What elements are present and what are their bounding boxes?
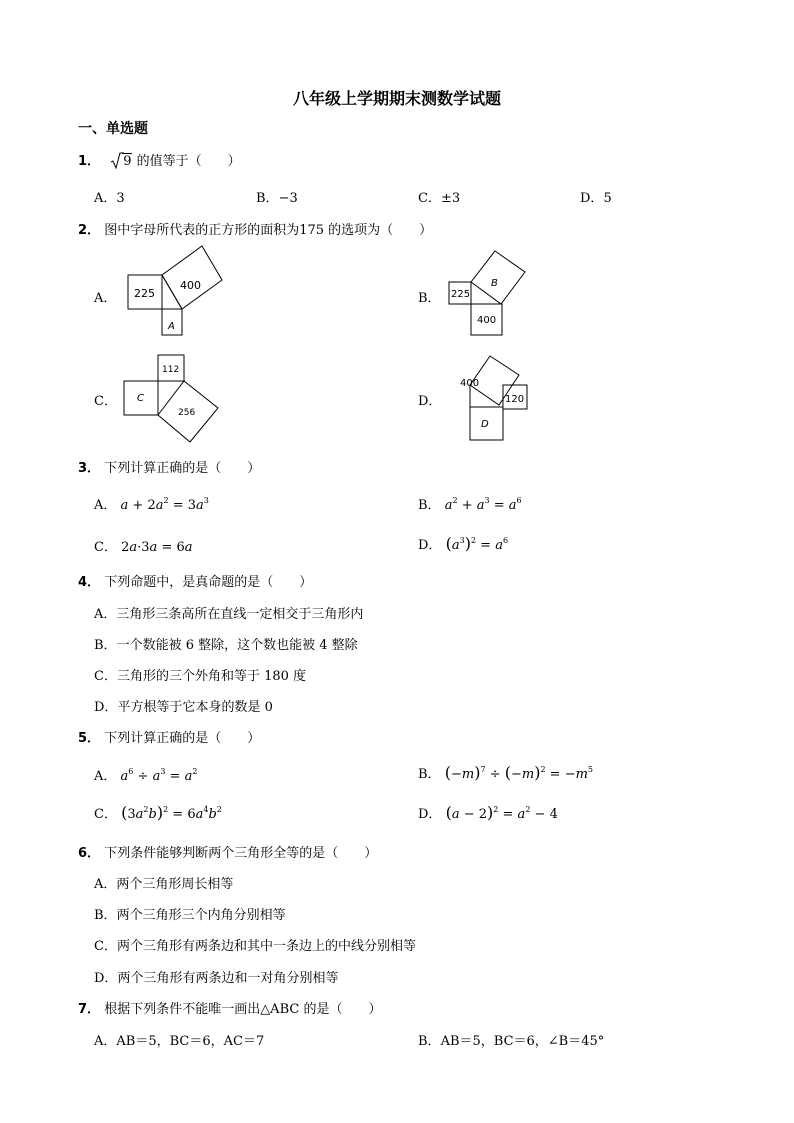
question-text: 下列命题中，是真命题的是（ ） xyxy=(104,575,313,590)
option-a[interactable] xyxy=(94,494,209,513)
option-label: D． xyxy=(94,700,118,715)
radicand: 9 xyxy=(123,154,132,169)
pythagoras-figure-b xyxy=(445,247,535,339)
option-value: 5 xyxy=(603,191,612,206)
option-label: D． xyxy=(94,971,118,986)
option-d[interactable] xyxy=(94,696,273,715)
option-label: D． xyxy=(418,394,442,409)
option-label: A． xyxy=(94,877,117,892)
formula: $(-m)^7 \div (-m)^2 = -m^5$ xyxy=(444,763,594,782)
option-value: 3 xyxy=(116,191,125,206)
label-b: B xyxy=(491,278,498,289)
option-label: A． xyxy=(94,291,117,306)
question-number: 7． xyxy=(78,1002,101,1017)
question-4 xyxy=(78,571,312,590)
option-text: 两个三角形周长相等 xyxy=(116,877,234,892)
question-number: 5． xyxy=(78,731,101,746)
question-text: 图中字母所代表的正方形的面积为175 的选项为（ ） xyxy=(104,223,433,238)
label-225: 225 xyxy=(451,289,471,300)
question-2 xyxy=(78,219,432,238)
option-text: 三角形三条高所在直线一定相交于三角形内 xyxy=(116,607,364,622)
label-400: 400 xyxy=(477,315,497,326)
option-text: AB＝5，BC＝6，AC＝7 xyxy=(116,1034,265,1049)
page-title: 八年级上学期期末测数学试题 xyxy=(292,89,501,108)
question-3 xyxy=(78,457,260,476)
option-b[interactable] xyxy=(94,634,358,653)
pythagoras-figure-c xyxy=(120,350,225,446)
option-label: B． xyxy=(94,638,117,653)
question-number: 3． xyxy=(78,461,101,476)
formula: $(a^3)^2 = a^6$ xyxy=(445,534,509,553)
option-c[interactable] xyxy=(94,665,306,684)
option-label: B． xyxy=(418,291,441,306)
option-c[interactable] xyxy=(94,536,193,555)
label-112: 112 xyxy=(162,365,180,375)
pythagoras-figure-d xyxy=(445,352,535,444)
option-c[interactable] xyxy=(94,935,416,954)
option-text: 一个数能被 6 整除，这个数也能被 4 整除 xyxy=(116,638,358,653)
option-label: A． xyxy=(94,191,117,206)
option-b[interactable] xyxy=(418,763,593,782)
option-d[interactable] xyxy=(580,187,612,206)
formula: $a + 2a^2 = 3a^3$ xyxy=(120,496,209,513)
option-text: 平方根等于它本身的数是 0 xyxy=(117,700,273,715)
option-a[interactable] xyxy=(94,1030,264,1049)
option-c[interactable] xyxy=(94,390,117,409)
option-label: B． xyxy=(418,498,441,513)
option-a[interactable] xyxy=(94,287,116,306)
option-label: C． xyxy=(94,540,117,555)
label-256: 256 xyxy=(178,408,196,418)
label-400: 400 xyxy=(460,378,480,389)
radical-sign-icon xyxy=(110,152,124,170)
option-d[interactable] xyxy=(418,534,508,553)
option-label: D． xyxy=(418,807,442,822)
option-label: A． xyxy=(94,607,117,622)
option-a[interactable] xyxy=(94,873,233,892)
option-label: B． xyxy=(94,908,117,923)
option-d[interactable] xyxy=(94,967,338,986)
option-a[interactable] xyxy=(94,187,125,206)
option-d[interactable] xyxy=(418,803,558,822)
question-number: 1． xyxy=(78,154,101,169)
question-number: 6． xyxy=(78,846,101,861)
option-text: 三角形的三个外角和等于 180 度 xyxy=(116,669,307,684)
label-120: 120 xyxy=(505,394,525,405)
option-label: B． xyxy=(418,1034,441,1049)
option-label: C． xyxy=(94,939,117,954)
option-label: C． xyxy=(94,394,117,409)
pythagoras-figure-a xyxy=(120,242,230,342)
formula: $(3a^2b)^2 = 6a^4b^2$ xyxy=(121,803,222,822)
square-b xyxy=(471,251,525,304)
option-label: A． xyxy=(94,1034,117,1049)
square-400 xyxy=(162,246,222,309)
formula: $a^6 \div a^3 = a^2$ xyxy=(120,767,198,784)
option-label: C． xyxy=(94,807,117,822)
question-text: 下列条件能够判断两个三角形全等的是（ ） xyxy=(104,846,378,861)
option-b[interactable] xyxy=(418,1030,604,1049)
section-heading: 一、单选题 xyxy=(78,121,148,137)
option-label: A． xyxy=(94,769,117,784)
option-text: 两个三角形三个内角分别相等 xyxy=(116,908,286,923)
option-c[interactable] xyxy=(94,803,222,822)
option-text: AB＝5，BC＝6，∠B＝45° xyxy=(440,1034,605,1049)
label-d: D xyxy=(481,419,489,430)
label-c: C xyxy=(137,393,144,404)
option-text: 两个三角形有两条边和其中一条边上的中线分别相等 xyxy=(116,939,416,954)
question-5 xyxy=(78,727,260,746)
question-1 xyxy=(78,150,241,169)
option-b[interactable] xyxy=(418,494,522,513)
question-6 xyxy=(78,842,377,861)
question-text: 下列计算正确的是（ ） xyxy=(104,461,261,476)
option-b[interactable] xyxy=(94,904,286,923)
formula: $(a - 2)^2 = a^2 - 4$ xyxy=(445,803,558,822)
label-225: 225 xyxy=(134,287,155,300)
option-d[interactable] xyxy=(418,390,441,409)
question-text: 的值等于（ ） xyxy=(136,154,241,169)
option-text: 两个三角形有两条边和一对角分别相等 xyxy=(117,971,339,986)
question-number: 2． xyxy=(78,223,101,238)
label-400: 400 xyxy=(180,279,201,292)
option-b[interactable] xyxy=(256,187,298,206)
question-7 xyxy=(78,998,381,1017)
question-text: 根据下列条件不能唯一画出△ABC 的是（ ） xyxy=(104,1002,382,1017)
option-label: C． xyxy=(94,669,117,684)
option-label: B． xyxy=(418,767,441,782)
option-value: ±3 xyxy=(440,191,461,206)
label-a: A xyxy=(168,321,175,332)
formula: 2a·3a = 6a xyxy=(121,540,193,555)
option-a[interactable] xyxy=(94,603,363,622)
option-value: −3 xyxy=(278,191,298,206)
option-a[interactable] xyxy=(94,765,197,784)
sqrt-expression xyxy=(110,154,132,169)
option-label: D． xyxy=(580,191,604,206)
question-text: 下列计算正确的是（ ） xyxy=(104,731,261,746)
formula: $a^2 + a^3 = a^6$ xyxy=(444,496,522,513)
option-b[interactable] xyxy=(418,287,441,306)
option-label: D． xyxy=(418,538,442,553)
option-c[interactable] xyxy=(418,187,460,206)
option-label: A． xyxy=(94,498,117,513)
option-label: B． xyxy=(256,191,279,206)
option-label: C． xyxy=(418,191,441,206)
question-number: 4． xyxy=(78,575,101,590)
